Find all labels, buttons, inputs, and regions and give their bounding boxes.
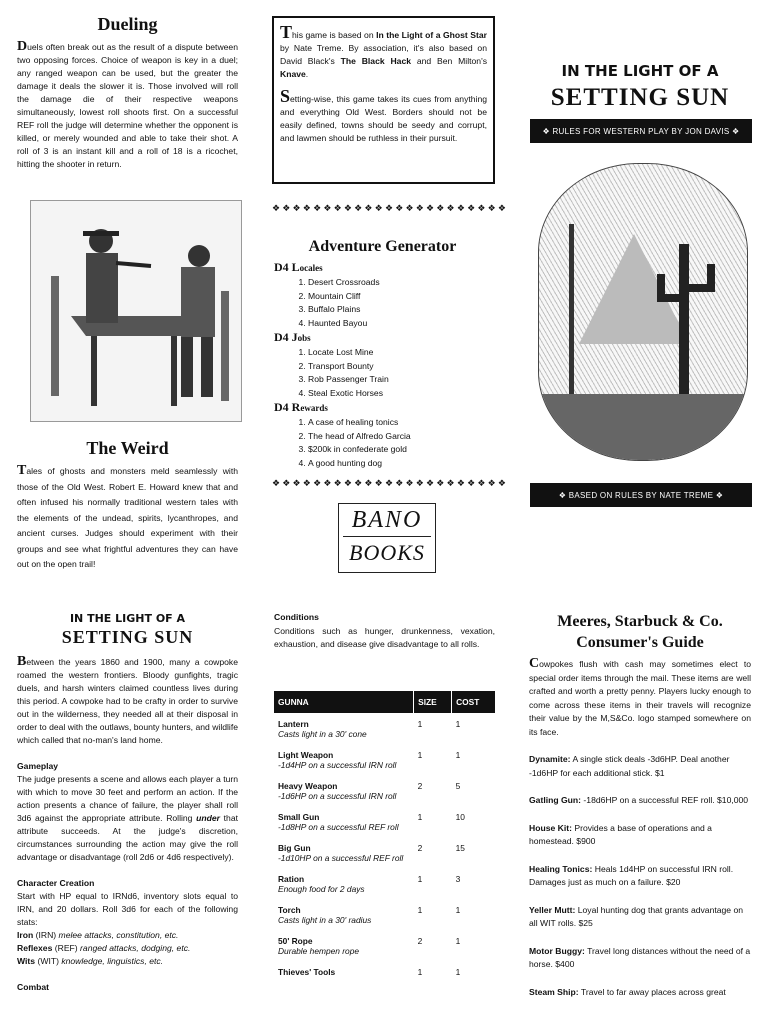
table-row: Heavy Weapon -1d6HP on a successful IRN roll 2 5: [278, 781, 461, 801]
duel-illustration: [30, 200, 242, 422]
credits-box: [272, 16, 495, 184]
ornament-divider: ❖❖❖❖❖❖❖❖❖❖❖❖❖❖❖❖❖❖❖❖❖❖❖: [272, 203, 509, 213]
locales-list: [274, 276, 494, 330]
character-creation-paragraph: Start with HP equal to IRNd6, inventory slots equal to IRN, and 20 dollars. Roll 3d6 for each of the following stats:: [17, 891, 238, 927]
table-row: Small Gun -1d8HP on a successful REF roll 1 10: [278, 812, 465, 832]
publisher-logo: BANO BOOKS: [338, 503, 436, 573]
ornament-divider: ❖❖❖❖❖❖❖❖❖❖❖❖❖❖❖❖❖❖❖❖❖❖❖: [272, 478, 509, 488]
list-item: 4. A good hunting dog: [308, 457, 494, 471]
cover-byline: ❖ RULES FOR WESTERN PLAY BY JON DAVIS ❖: [530, 119, 752, 143]
rewards-heading: D4 Rewards: [274, 400, 328, 414]
cover-footer: ❖ BASED ON RULES BY NATE TREME ❖: [530, 483, 752, 507]
guide-intro: Cowpokes flush with cash may sometimes elect to special order items through the mail. These items are well crafted and worth a pretty penny. Players lucky enough to come across these items in their travels will recognize their value by the M,S&Co. logo stamped somewhere on its face.: [529, 656, 751, 737]
desert-illustration: [538, 163, 748, 461]
table-row: Big Gun -1d10HP on a successful REF roll 2 15: [278, 843, 465, 863]
gameplay-paragraph: The judge presents a scene and allows each player a turn with which to move 30 feet and perform an action. If the action presents a chance of failure, the player shall roll 3d6 against the appropriate attribute. Rolling under that attribute succeeds. At the judge's discretion, circumstances surrounding the action may give the roll advantage or disadvantage (roll 2d6 or 4d6 respectively).: [17, 774, 238, 862]
table-row: Ration Enough food for 2 days 1 3: [278, 874, 461, 894]
column-header: SIZE: [414, 691, 452, 713]
guide-item: Yeller Mutt: Loyal hunting dog that grants advantage on all WIT rolls. $25: [529, 904, 744, 928]
generator-heading: Adventure Generator: [308, 238, 457, 255]
dueling-text: Duels often break out as the result of a dispute between two opposing forces. Choice of weapon is key in a duel; any ranged weapon can be used, but the greater the damage it deals the slower it is. Those involved will roll the damage die of their respective weapons simultaneously, lowest roll shoots first. On a successful REF roll the judge will determine whether the opponent is killed, or merely wounded and able to take their shot. A roll of 3 is an instant kill and a roll of 18 is a ricochet, hitting the shooter in return.: [17, 39, 238, 169]
table-row: Light Weapon -1d4HP on a successful IRN roll 1 1: [278, 750, 461, 770]
generator-tables: [274, 260, 494, 470]
table-header-row: [274, 691, 495, 713]
gunfighters-at-table-picture: [31, 201, 241, 421]
setting-paragraph: Setting-wise, this game takes its cues from anything and everything Old West. Borders should not be easily defined, towns should be seedy and corrupt, and lawmen should be ruthless in their pursuit.: [280, 86, 487, 143]
dueling-heading: Dueling: [97, 14, 158, 34]
guide-text: [529, 657, 751, 1013]
list-item: 1. Desert Crossroads: [308, 276, 494, 290]
gear-table-wrapper: [274, 691, 495, 982]
jobs-list: [274, 346, 494, 400]
guide-item: Gatling Gun: -18d6HP on a successful REF roll. $10,000: [529, 795, 749, 805]
guide-item: Steam Ship: Travel to far away places across great: [529, 986, 726, 997]
jobs-heading: D4 Jobs: [274, 330, 311, 344]
list-item: 3. $200k in confederate gold: [308, 443, 494, 457]
gameplay-heading: Gameplay: [17, 761, 59, 771]
cover-title: SETTING SUN: [550, 84, 730, 111]
intro-kicker: IN THE LIGHT OF A: [69, 612, 186, 625]
list-item: 3. Buffalo Plains: [308, 303, 494, 317]
weird-text: Tales of ghosts and monsters meld seamlessly with those of the Old West. Robert E. Howard knew that and often infused his normally traditional western tales with the elements of the undead, spirits, lycanthropes, and ancient curses. Judges should experiment with their groups and see what frightful adventures they can have out on the open trail!: [17, 463, 238, 569]
list-item: 1. A case of healing tonics: [308, 416, 494, 430]
column-header: GUNNA: [274, 691, 414, 713]
guide-item: Dynamite: A single stick deals -3d6HP. Deal another -1d6HP for each additional stick. $1: [529, 754, 730, 778]
stat-line: Wits (WIT) knowledge, linguistics, etc.: [17, 956, 164, 966]
conditions-heading: Conditions: [274, 612, 319, 622]
cactus-landscape-picture: [539, 164, 747, 460]
cover-kicker: IN THE LIGHT OF A: [561, 62, 719, 80]
column-header: COST: [452, 691, 495, 713]
table-row: Lantern Casts light in a 30' cone 1 1: [278, 719, 461, 739]
credits-paragraph: This game is based on In the Light of a Ghost Star by Nate Treme. By association, it's also based on David Black's The Black Hack and Ben Milton's Knave.: [280, 22, 488, 79]
conditions-text: Conditions such as hunger, drunkenness, vexation, exhaustion, and disease give disadvantage to all rolls.: [274, 626, 495, 649]
drop-cap: T: [17, 463, 27, 478]
table-row: Torch Casts light in a 30' radius 1 1: [278, 905, 461, 925]
stat-line: Reflexes (REF) ranged attacks, dodging, etc.: [17, 943, 191, 953]
table-row: 50' Rope Durable hempen rope 2 1: [278, 936, 461, 956]
list-item: 4. Haunted Bayou: [308, 317, 494, 331]
stat-line: Iron (IRN) melee attacks, constitution, etc.: [17, 930, 179, 940]
list-item: 2. The head of Alfredo Garcia: [308, 430, 494, 444]
gear-table: [274, 691, 495, 982]
guide-item: Motor Buggy: Travel long distances without the need of a horse. $400: [529, 945, 751, 969]
intro-title: SETTING SUN: [61, 627, 194, 647]
intro-paragraph: Between the years 1860 and 1900, many a cowpoke roamed the western frontiers. Bloody gunfights, tragic duels, and harsh winters claimed countless lives during this period. A cowpoke had to be crafty in order to survive out in the wilderness, they needed all at their disposal in order to deal with the outlaws, bounty hunters, and wildlife which called that no-man's land home.: [17, 654, 238, 745]
intro-text: [17, 655, 238, 994]
guide-item: Healing Tonics: Heals 1d4HP on successful IRN roll. Damages just as much on a failure. $20: [529, 863, 734, 887]
character-creation-heading: Character Creation: [17, 878, 95, 888]
list-item: 4. Steal Exotic Horses: [308, 387, 494, 401]
list-item: 3. Rob Passenger Train: [308, 373, 494, 387]
guide-title: Meeres, Starbuck & Co. Consumer's Guide: [557, 613, 723, 651]
list-item: 2. Transport Bounty: [308, 360, 494, 374]
list-item: 1. Locate Lost Mine: [308, 346, 494, 360]
guide-item: House Kit: Provides a base of operations and a homestead. $900: [529, 822, 712, 846]
list-item: 2. Mountain Cliff: [308, 290, 494, 304]
weird-heading: The Weird: [86, 438, 169, 458]
table-row: Thieves' Tools 1 1: [278, 967, 461, 977]
drop-cap: D: [17, 39, 28, 54]
combat-heading: Combat: [17, 982, 49, 992]
locales-heading: D4 Locales: [274, 260, 323, 274]
rewards-list: [274, 416, 494, 470]
